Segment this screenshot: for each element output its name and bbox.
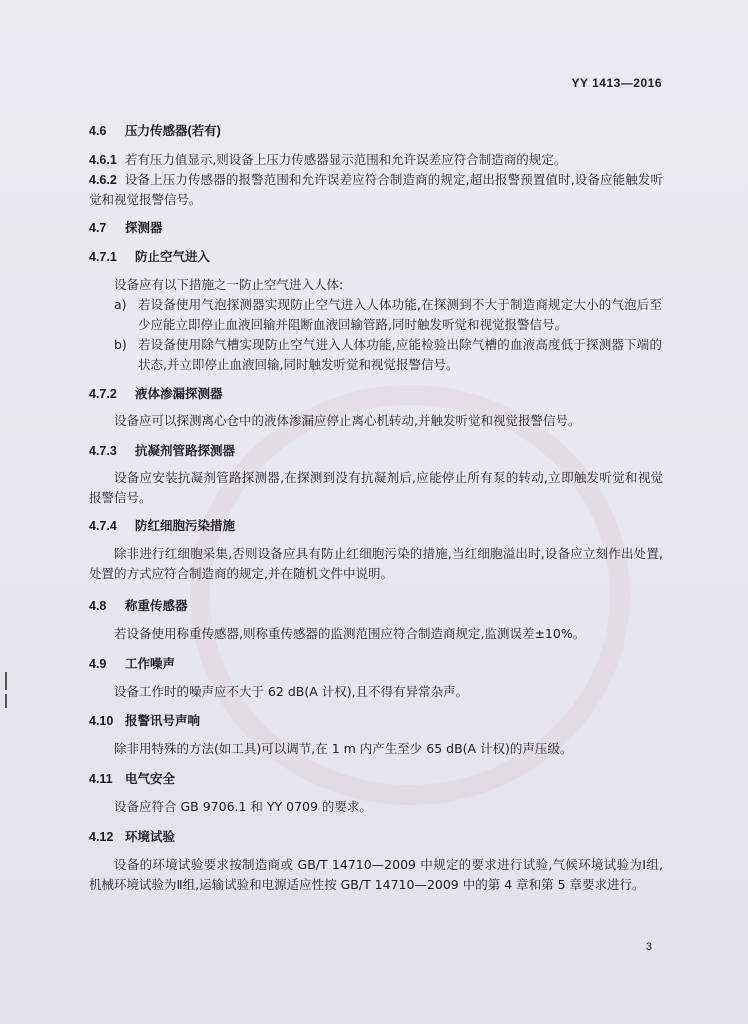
clause-4-12: 设备的环境试验要求按制造商或 GB/T 14710—2009 中规定的要求进行试验,气候环境试验为Ⅰ组,机械环境试验为Ⅱ组,运输试验和电源适应性按 GB/T 14710—2009 中的第 4 章和第 5 章要求进行。 <box>89 857 663 892</box>
section-4-7-heading: 4.7 探测器 <box>89 221 163 235</box>
clause-4-10: 除非用特殊的方法(如工具)可以调节,在 1 m 内产生至少 65 dB(A 计权)的声压级。 <box>114 741 573 756</box>
page-number: 3 <box>645 941 652 953</box>
clause-4-6-2: 4.6.2 设备上压力传感器的报警范围和允许误差应符合制造商的规定,超出报警预置值时,设备应能触发听觉和视觉报警信号。 <box>89 172 663 207</box>
scan-edge-mark <box>5 672 7 690</box>
clause-4-7-4: 除非进行红细胞采集,否则设备应具有防止红细胞污染的措施,当红细胞溢出时,设备应立刻作出处置,处置的方式应符合制造商的规定,并在随机文件中说明。 <box>89 546 663 581</box>
clause-4-11: 设备应符合 GB 9706.1 和 YY 0709 的要求。 <box>114 799 372 814</box>
section-4-7-4-heading: 4.7.4 防红细胞污染措施 <box>89 519 236 533</box>
section-4-9-heading: 4.9 工作噪声 <box>89 657 176 671</box>
list-item-b: b) 若设备使用除气槽实现防止空气进入人体功能,应能检验出除气槽的血液高度低于探测器下端的状态,并立即停止血液回输,同时触发听觉和视觉报警信号。 <box>114 337 662 372</box>
clause-4-6-1: 4.6.1 若有压力值显示,则设备上压力传感器显示范围和允许误差应符合制造商的规定。 <box>89 152 567 167</box>
clause-4-8: 若设备使用称重传感器,则称重传感器的监测范围应符合制造商规定,监测误差±10%。 <box>114 626 586 641</box>
section-4-7-2-heading: 4.7.2 液体渗漏探测器 <box>89 387 223 401</box>
section-4-12-heading: 4.12 环境试验 <box>89 830 176 844</box>
list-item-a: a) 若设备使用气泡探测器实现防止空气进入人体功能,在探测到不大于制造商规定大小的气泡后至少应能立即停止血液回输并阻断血液回输管路,同时触发听觉和视觉报警信号。 <box>114 297 662 332</box>
standard-code-header: YY 1413—2016 <box>571 76 662 90</box>
clause-4-7-2: 设备应可以探测离心仓中的液体渗漏应停止离心机转动,并触发听觉和视觉报警信号。 <box>114 413 581 428</box>
section-4-6-heading: 4.6 压力传感器(若有) <box>89 124 221 138</box>
section-4-7-3-heading: 4.7.3 抗凝剂管路探测器 <box>89 444 236 458</box>
clause-4-7-3: 设备应安装抗凝剂管路探测器,在探测到没有抗凝剂后,应能停止所有泵的转动,立即触发听觉和视觉报警信号。 <box>89 470 663 505</box>
section-4-7-1-heading: 4.7.1 防止空气进入 <box>89 250 211 264</box>
clause-4-7-1-intro: 设备应有以下措施之一防止空气进入人体: <box>114 277 344 292</box>
section-4-10-heading: 4.10 报警讯号声响 <box>89 714 201 728</box>
section-4-11-heading: 4.11 电气安全 <box>89 772 176 786</box>
section-4-8-heading: 4.8 称重传感器 <box>89 599 188 613</box>
scan-edge-mark <box>5 694 7 708</box>
clause-4-9: 设备工作时的噪声应不大于 62 dB(A 计权),且不得有异常杂声。 <box>114 684 469 699</box>
